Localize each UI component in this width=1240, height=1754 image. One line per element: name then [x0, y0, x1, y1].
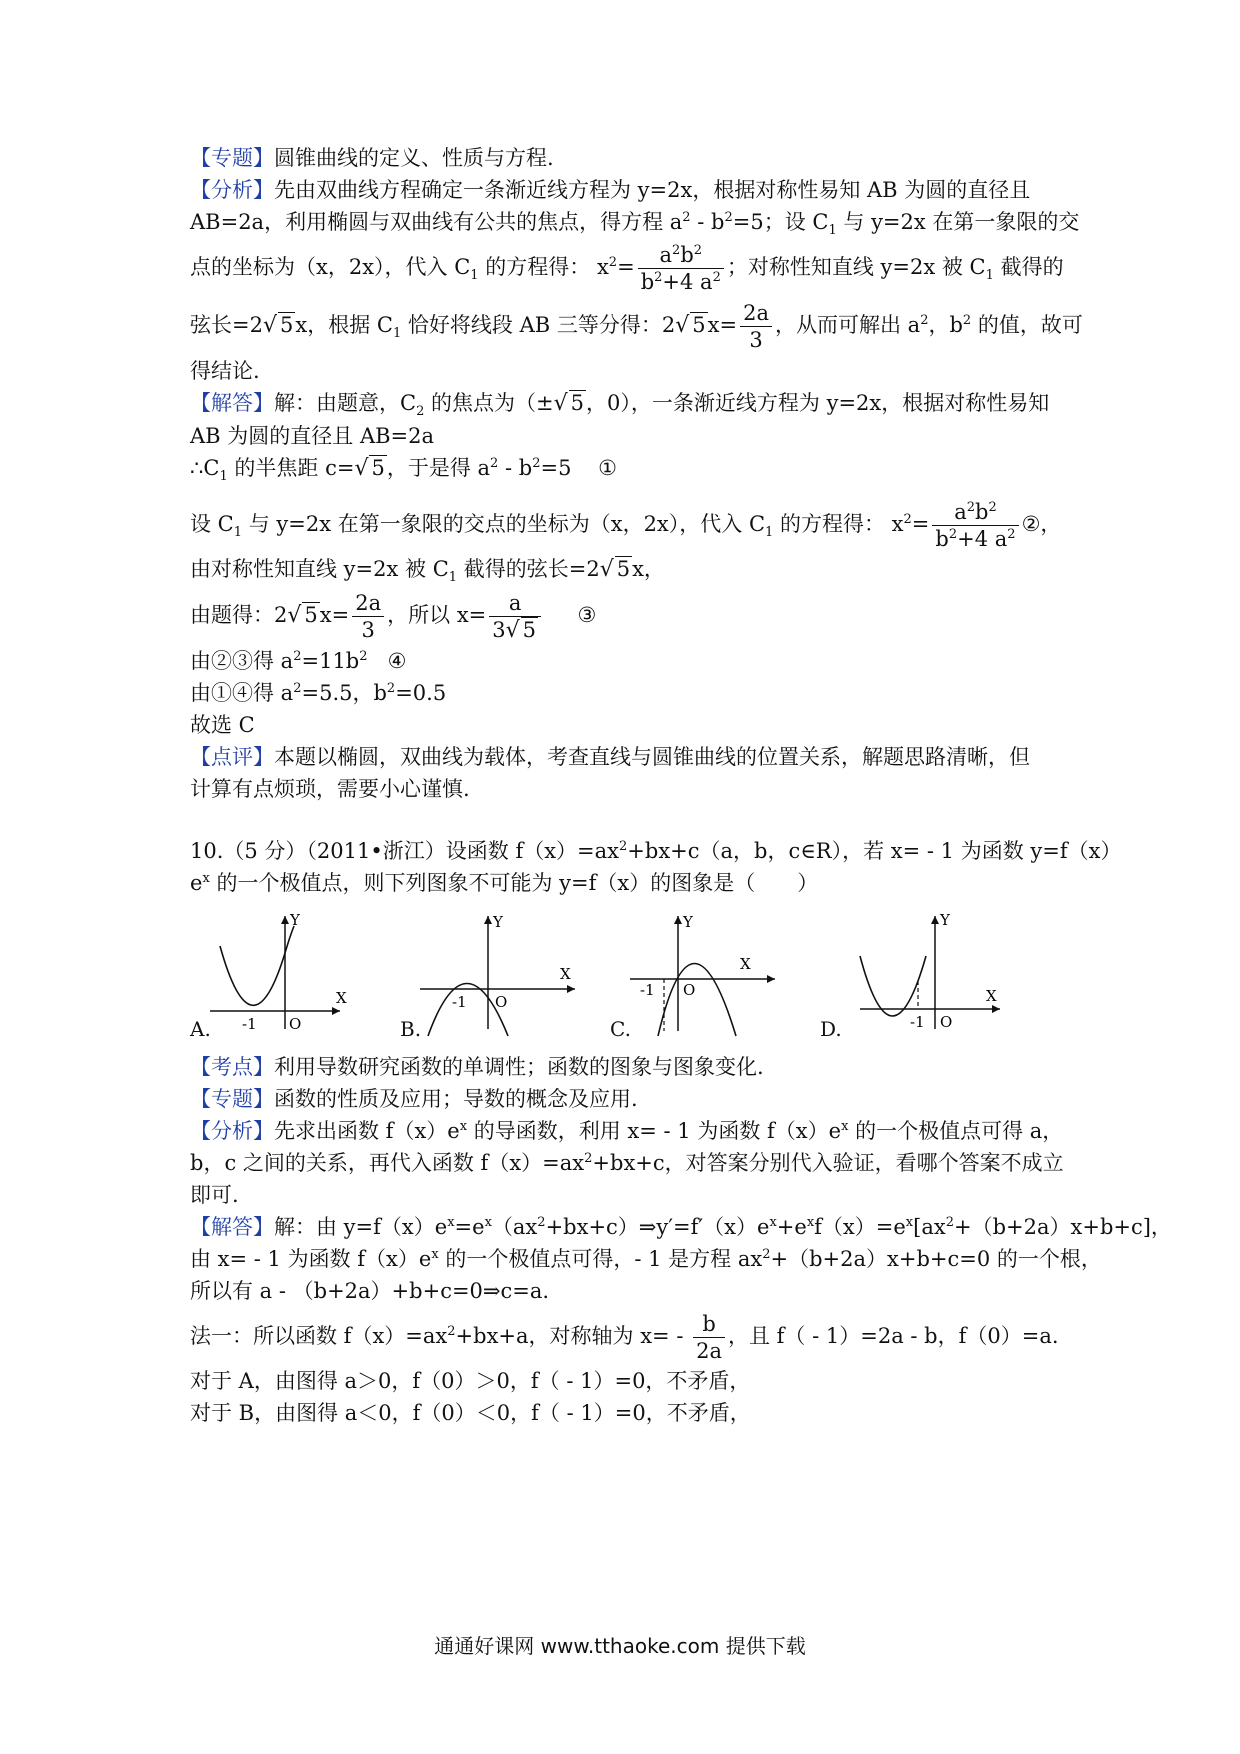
jieda-line-2 — [190, 1243, 1102, 1275]
sup: 2 — [359, 649, 368, 664]
sub: 1 — [765, 525, 774, 541]
analysis-line-4 — [190, 296, 1083, 355]
numerator: 2a — [352, 590, 384, 617]
option-a-label: A. — [190, 1017, 211, 1041]
sup: x — [769, 1215, 777, 1230]
text: =5.5，b — [301, 681, 387, 705]
denominator — [489, 617, 541, 644]
x-label: X — [986, 987, 997, 1005]
graph-d-svg — [820, 911, 1010, 1041]
denominator: 2a — [696, 1339, 722, 1363]
var: b — [975, 500, 989, 524]
text: x= — [319, 603, 350, 627]
sup: 2 — [903, 512, 912, 527]
var: x= — [456, 603, 487, 627]
sup: x — [806, 1215, 815, 1230]
equation-x2: $x^2=$ — [891, 512, 930, 536]
sqrt-5: 5 — [692, 313, 706, 337]
text: 由 x= - 1 为函数 f（x）e — [190, 1247, 432, 1271]
text: 截得的 — [993, 255, 1064, 279]
sup: 2 — [672, 243, 681, 258]
text: 先求出函数 f（x）e — [274, 1119, 460, 1143]
var: 3 — [492, 617, 506, 642]
answer-line-2 — [190, 420, 1070, 452]
sup: 2 — [945, 1215, 954, 1230]
sub: 1 — [392, 326, 402, 342]
page-footer: 通通好课网 www.tthaoke.com 提供下载 — [434, 1634, 806, 1658]
fenxi-tag: 【分析】 — [190, 1119, 274, 1143]
answer-line-9 — [190, 709, 1070, 741]
answer-line-5 — [190, 553, 1070, 586]
x-axis-arrow — [332, 1007, 340, 1015]
topic-text: 圆锥曲线的定义、性质与方程. — [274, 146, 554, 170]
text: 截得的弦长=2 — [457, 557, 600, 581]
analysis-line-5 — [190, 355, 1070, 387]
analysis-line-3 — [190, 238, 1070, 296]
sup: 2 — [962, 313, 972, 328]
text: 由 — [190, 681, 211, 705]
text: AB=2a，利用椭圆与双曲线有公共的焦点，得方程 a — [190, 210, 683, 234]
sup: 2 — [293, 649, 302, 664]
sup: 2 — [386, 681, 396, 696]
y-axis-arrow — [931, 916, 939, 924]
sqrt-5: 5 — [371, 456, 385, 480]
sub: 1 — [219, 469, 228, 485]
jieda-line-3 — [190, 1275, 1070, 1307]
tick-minus1: -1 — [242, 1015, 257, 1033]
sup: 2 — [712, 270, 721, 285]
sup: 2 — [724, 210, 733, 225]
topic-line — [190, 142, 1070, 174]
document-body — [190, 142, 1172, 1429]
sup: 2 — [693, 243, 703, 258]
sup: x — [459, 1119, 468, 1134]
text: 恰好将线段 AB 三等分得：2 — [401, 313, 676, 337]
origin-label: O — [289, 1015, 302, 1033]
answer-line-7 — [190, 645, 1070, 677]
circled-number: ④ — [232, 681, 253, 705]
sup: 2 — [654, 270, 663, 285]
text: 得 a — [253, 649, 294, 673]
circled-number: ② — [1021, 512, 1041, 536]
text: +（b+2a）x+b+c=0 的一个根， — [770, 1247, 1102, 1271]
text: 函数的性质及应用；导数的概念及应用. — [274, 1087, 638, 1111]
sup: x — [202, 871, 210, 886]
options-graphs — [190, 911, 1010, 1041]
analysis-line-2 — [190, 206, 1080, 239]
var: +4 a — [957, 527, 1008, 551]
text: 由 — [190, 649, 211, 673]
numerator: b — [693, 1311, 725, 1338]
numerator: a — [489, 590, 541, 617]
sub: 2 — [416, 404, 425, 420]
origin-label: O — [495, 993, 508, 1011]
sqrt-5: 5 — [522, 617, 537, 642]
text: AB 为圆的直径且 AB=2a — [190, 424, 435, 448]
sup: 2 — [490, 456, 499, 471]
text: 的一个极值点可得，- 1 是方程 ax — [438, 1247, 763, 1271]
fenxi-line-2 — [190, 1147, 1070, 1179]
y-axis-arrow — [674, 916, 682, 924]
sup: x — [431, 1247, 439, 1262]
text: 解：由 y=f（x）e — [274, 1215, 448, 1239]
y-axis-arrow — [281, 916, 289, 924]
sup: 2 — [920, 313, 929, 328]
text: ，于是得 a — [386, 456, 491, 480]
sup: 2 — [293, 681, 302, 696]
text: 的导函数，利用 x= - 1 为函数 f（x）e — [467, 1119, 842, 1143]
option-d-graph — [820, 911, 1010, 1041]
text: x， — [632, 557, 665, 581]
zhuanti-tag: 【专题】 — [190, 1087, 274, 1111]
fraction — [352, 590, 384, 643]
sup: x — [447, 1215, 455, 1230]
text: 得 a — [253, 681, 294, 705]
text: b，c 之间的关系，再代入函数 f（x）=ax — [190, 1151, 585, 1175]
text: ，0），一条渐近线方程为 y=2x，根据对称性易知 — [586, 391, 1050, 415]
text: ，从而可解出 a — [774, 313, 921, 337]
fenxi-line-3 — [190, 1179, 1070, 1211]
radical-sign: √ — [354, 456, 369, 481]
answer-line-6 — [190, 586, 1070, 645]
var: a — [659, 243, 673, 267]
tick-minus1: -1 — [910, 1013, 925, 1031]
fraction — [489, 590, 541, 644]
text: - b — [498, 456, 533, 480]
var: x — [596, 255, 609, 279]
answer-line-4 — [190, 495, 1070, 553]
sup: 2 — [619, 839, 628, 854]
text: 的方程得： — [478, 255, 591, 279]
text: 点的坐标为（x，2x），代入 C — [190, 255, 471, 279]
topic-tag: 【专题】 — [190, 146, 274, 170]
text: f（x）=e — [814, 1215, 906, 1239]
option-d-label: D. — [820, 1017, 842, 1041]
answer-line-1 — [190, 387, 1070, 420]
radical-sign: √ — [262, 313, 277, 338]
text: 解：由题意，C — [274, 391, 417, 415]
sup: 2 — [1007, 527, 1016, 542]
circled-number: ② — [211, 649, 232, 673]
tick-minus1: -1 — [452, 993, 467, 1011]
text: - b — [690, 210, 725, 234]
text: 由对称性知直线 y=2x 被 C — [190, 557, 449, 581]
text: x，根据 C — [295, 313, 393, 337]
text: =5 — [540, 456, 572, 480]
question-10-line-1 — [190, 835, 1122, 867]
y-label: Y — [290, 911, 300, 929]
sqrt-5: 5 — [280, 313, 294, 337]
text: 的焦点为（± — [424, 391, 554, 415]
sub: 1 — [985, 268, 994, 284]
text: 与 y=2x 在第一象限的交点的坐标为（x，2x），代入 C — [242, 512, 766, 536]
curve — [220, 926, 294, 1005]
text: +bx+c）⇒y′=f′（x）e — [545, 1215, 770, 1239]
fraction — [638, 242, 724, 295]
sup: 2 — [584, 1151, 593, 1166]
jieda-line-1 — [190, 1211, 1172, 1243]
graph-a-svg — [190, 911, 380, 1041]
origin-label: O — [683, 981, 696, 999]
zhuanti-line — [190, 1083, 1070, 1115]
denominator — [932, 526, 1018, 552]
text: =e — [454, 1215, 485, 1239]
fraction — [932, 499, 1018, 552]
answer-line-3 — [190, 452, 1070, 485]
sqrt-5: 5 — [304, 603, 318, 627]
sup: x — [905, 1215, 914, 1230]
y-axis-arrow — [484, 916, 492, 924]
var: b — [640, 270, 655, 294]
x-label: X — [560, 965, 571, 983]
text: ，所以 — [387, 603, 457, 627]
var: +4 a — [662, 270, 713, 294]
denominator: 3 — [361, 618, 375, 642]
comment-line-2 — [190, 773, 1070, 805]
text: ， — [1040, 512, 1062, 536]
check-a-line — [190, 1365, 1070, 1397]
text: ；对称性知直线 y=2x 被 C — [726, 255, 986, 279]
text: 的一个极值点可得 a， — [848, 1119, 1064, 1143]
sup: 2 — [608, 255, 618, 270]
sub: 1 — [828, 223, 837, 239]
numerator: 2a — [740, 300, 772, 327]
spacer — [190, 805, 1070, 835]
text: ，b — [928, 313, 963, 337]
text: 得结论. — [190, 359, 260, 383]
graph-b-svg — [400, 911, 590, 1041]
kaodian-line — [190, 1051, 1070, 1083]
origin-label: O — [940, 1013, 953, 1031]
sub: 1 — [233, 525, 243, 541]
curve — [658, 964, 736, 1037]
circled-number: ④ — [387, 649, 407, 673]
fraction — [693, 1311, 725, 1364]
text: e — [190, 871, 203, 895]
text: 对于 B，由图得 a＜0，f（0）＜0，f（ - 1）=0，不矛盾， — [190, 1401, 751, 1425]
sqrt-5: 5 — [570, 391, 585, 415]
sup: 2 — [447, 1324, 456, 1339]
graph-c-svg — [610, 911, 800, 1041]
text: 故选 C — [190, 713, 255, 737]
var: b — [935, 527, 949, 551]
y-label: Y — [683, 913, 693, 931]
radical-sign: √ — [505, 617, 520, 643]
answer-tag: 【解答】 — [190, 391, 274, 415]
option-b-graph — [400, 911, 590, 1041]
text: =5；设 C — [732, 210, 829, 234]
text: 对于 A，由图得 a＞0，f（0）＞0，f（ - 1）=0，不矛盾， — [190, 1369, 751, 1393]
text: [ax — [913, 1215, 946, 1239]
circled-number: ③ — [577, 603, 597, 627]
text: 所以有 a - （b+2a）+b+c=0⇒c=a. — [190, 1279, 550, 1303]
x-axis-arrow — [992, 1005, 1000, 1013]
y-label: Y — [940, 911, 950, 929]
text: +e — [776, 1215, 807, 1239]
comment-tag: 【点评】 — [190, 745, 274, 769]
x-axis-arrow — [767, 975, 775, 983]
sup: 2 — [966, 500, 976, 515]
text: =11b — [301, 649, 360, 673]
x-label: X — [336, 989, 347, 1007]
analysis-text: 先由双曲线方程确定一条渐近线方程为 y=2x，根据对称性易知 AB 为圆的直径且 — [274, 178, 1031, 202]
circled-number: ① — [598, 456, 617, 480]
text: +bx+a，对称轴为 x= - — [455, 1324, 691, 1348]
method1-line — [190, 1307, 1070, 1365]
analysis-line-1 — [190, 174, 1070, 206]
tick-minus1: -1 — [640, 981, 655, 999]
radical-sign: √ — [675, 313, 690, 338]
y-label: Y — [493, 913, 503, 931]
curve — [860, 956, 926, 1016]
question-10-line-2 — [190, 867, 1070, 899]
numerator — [932, 499, 1018, 526]
sup: x — [484, 1215, 492, 1230]
sup: 2 — [537, 1215, 546, 1230]
denominator — [638, 269, 724, 295]
var: b — [680, 243, 694, 267]
kaodian-tag: 【考点】 — [190, 1055, 274, 1079]
var: x — [891, 512, 904, 536]
text: 的半焦距 c= — [227, 456, 355, 480]
radical-sign: √ — [287, 603, 302, 628]
jieda-tag: 【解答】 — [190, 1215, 274, 1239]
radical-sign: √ — [599, 557, 614, 582]
text: 弦长=2 — [190, 313, 263, 337]
text: 利用导数研究函数的单调性；函数的图象与图象变化. — [274, 1055, 764, 1079]
text: 计算有点烦琐，需要小心谨慎. — [190, 777, 470, 801]
fraction — [740, 300, 772, 353]
text: 法一：所以函数 f（x）=ax — [190, 1324, 448, 1348]
option-c-graph — [610, 911, 800, 1041]
circled-number: ① — [211, 681, 232, 705]
text: 设 C — [190, 512, 234, 536]
text: 的一个极值点，则下列图象不可能为 y=f（x）的图象是（ ） — [209, 871, 819, 895]
text: ∴C — [190, 456, 220, 480]
sub: 1 — [448, 570, 458, 586]
denominator: 3 — [749, 328, 763, 352]
x-label: X — [740, 955, 751, 973]
comment-line-1 — [190, 741, 1070, 773]
sup: 2 — [948, 527, 958, 542]
text: 由题得：2 — [190, 603, 288, 627]
sup: x — [841, 1119, 849, 1134]
sup: 2 — [532, 456, 541, 471]
text: =0.5 — [395, 681, 447, 705]
text: +bx+c（a，b，c∈R），若 x= - 1 为函数 y=f（x） — [627, 839, 1122, 863]
answer-line-8 — [190, 677, 1070, 709]
text: 本题以椭圆，双曲线为载体，考查直线与圆锥曲线的位置关系，解题思路清晰，但 — [274, 745, 1030, 769]
option-a-graph — [190, 911, 380, 1041]
analysis-tag: 【分析】 — [190, 178, 274, 202]
equation-x2: $x^2=$ — [596, 255, 635, 279]
text: （ax — [491, 1215, 538, 1239]
text: +（b+2a）x+b+c]， — [953, 1215, 1172, 1239]
text: 的方程得： — [773, 512, 885, 536]
fenxi-line-1 — [190, 1115, 1070, 1147]
option-c-label: C. — [610, 1017, 631, 1041]
var: a — [954, 500, 967, 524]
text: x= — [707, 313, 738, 337]
sqrt-5: 5 — [616, 557, 631, 581]
circled-number: ③ — [232, 649, 253, 673]
sup: 2 — [988, 500, 997, 515]
radical-sign: √ — [553, 391, 568, 416]
sup: 2 — [682, 210, 691, 225]
text: ，且 f（ - 1）=2a - b，f（0）=a. — [727, 1324, 1059, 1348]
check-b-line — [190, 1397, 1070, 1429]
numerator — [638, 242, 724, 269]
sub: 1 — [470, 268, 479, 284]
text: 10.（5 分）（2011•浙江）设函数 f（x）=ax — [190, 839, 620, 863]
option-b-label: B. — [400, 1017, 422, 1041]
text: 即可. — [190, 1183, 239, 1207]
text: 与 y=2x 在第一象限的交 — [836, 210, 1080, 234]
sup: 2 — [762, 1247, 771, 1262]
text: 的值，故可 — [971, 313, 1083, 337]
text: +bx+c，对答案分别代入验证，看哪个答案不成立 — [592, 1151, 1064, 1175]
x-axis-arrow — [567, 985, 575, 993]
